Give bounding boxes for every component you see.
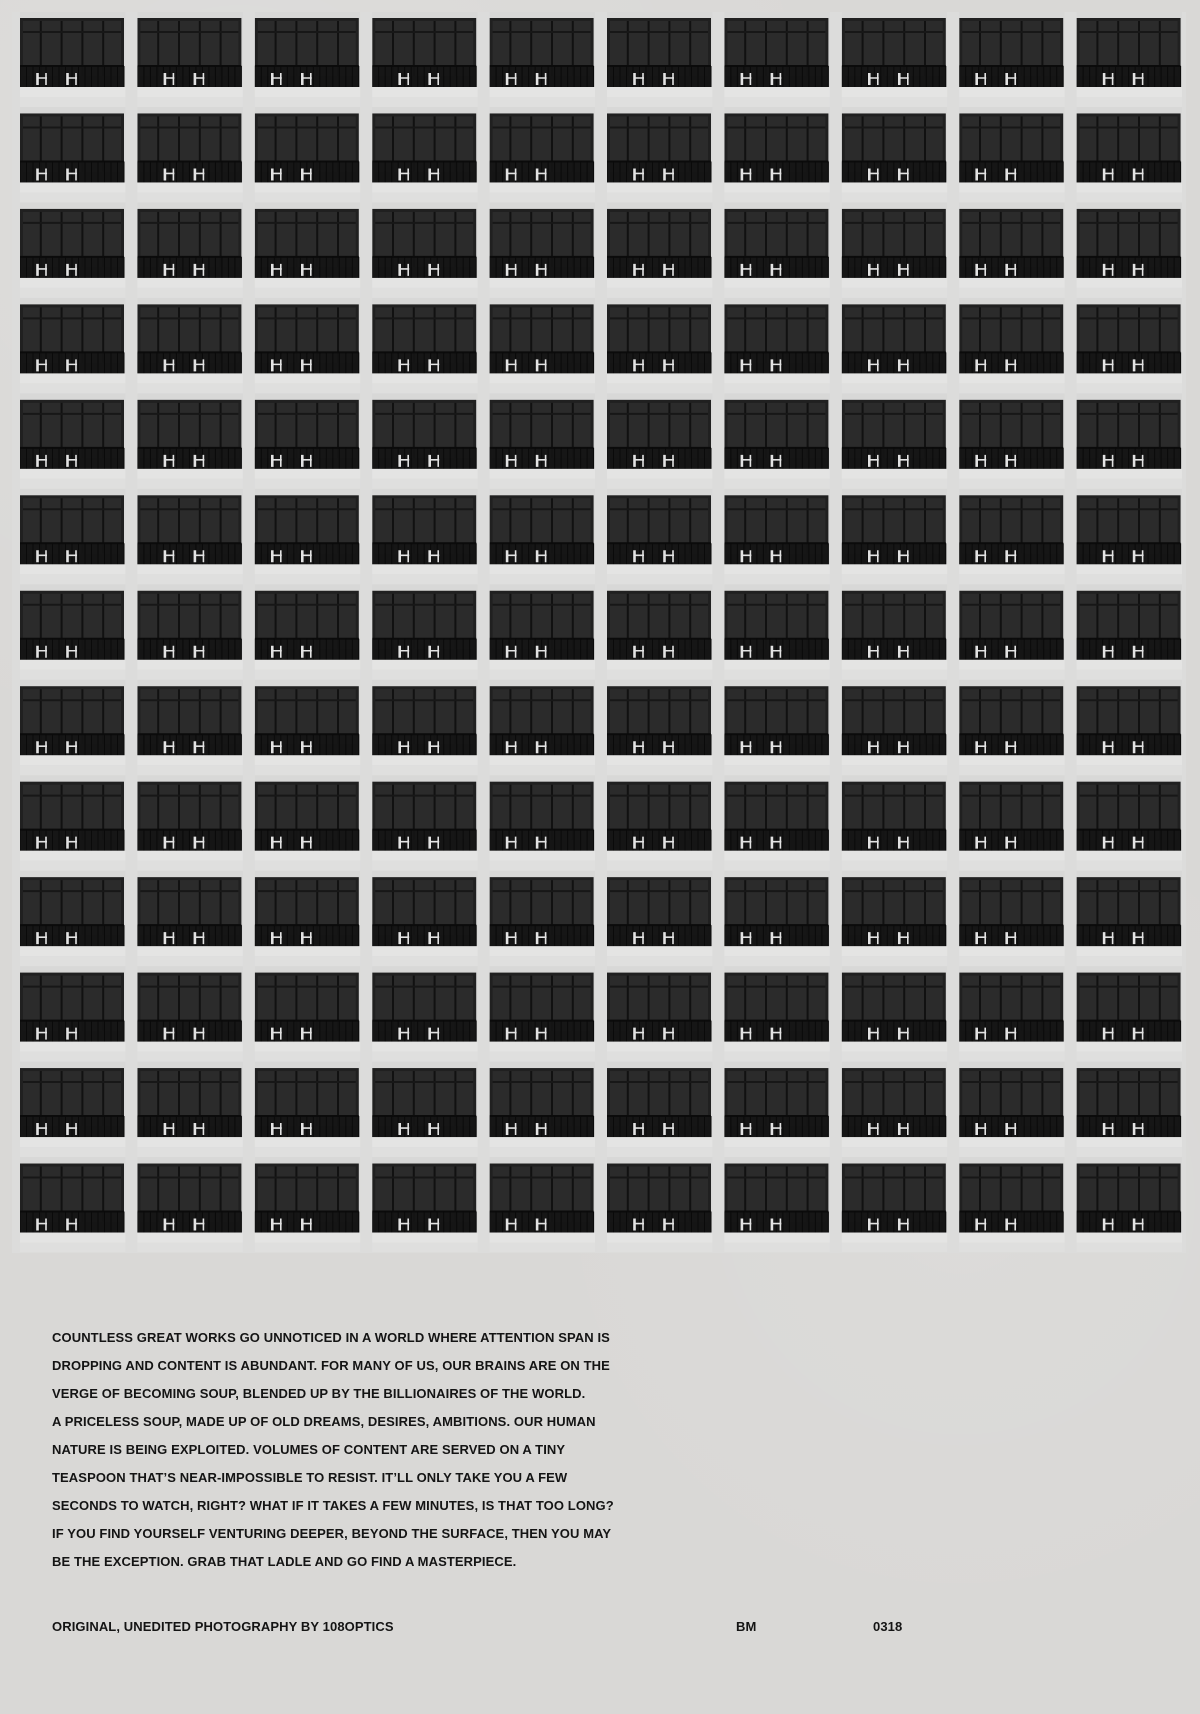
balcony-window-icon (957, 973, 1065, 1052)
balcony-window-icon (840, 686, 948, 765)
balcony-window-icon (605, 304, 713, 383)
balcony-window-icon (488, 686, 596, 765)
balcony-window-icon (18, 686, 126, 765)
balcony-window-icon (605, 782, 713, 861)
balcony-window-icon (370, 113, 478, 192)
balcony-window-icon (370, 495, 478, 574)
balcony-window-icon (253, 113, 361, 192)
balcony-window-icon (1075, 877, 1183, 956)
balcony-window-icon (605, 1164, 713, 1243)
balcony-window-icon (957, 877, 1065, 956)
balcony-window-icon (1075, 973, 1183, 1052)
balcony-window-icon (605, 973, 713, 1052)
balcony-window-icon (957, 304, 1065, 383)
balcony-window-icon (135, 973, 243, 1052)
balcony-window-icon (370, 209, 478, 288)
balcony-window-icon (370, 1068, 478, 1147)
balcony-window-icon (253, 209, 361, 288)
balcony-window-icon (488, 304, 596, 383)
balcony-window-icon (135, 18, 243, 97)
balcony-window-icon (18, 113, 126, 192)
balcony-window-icon (370, 686, 478, 765)
balcony-window-icon (253, 877, 361, 956)
balcony-window-icon (135, 400, 243, 479)
balcony-window-icon (370, 18, 478, 97)
balcony-window-icon (18, 1068, 126, 1147)
balcony-window-icon (957, 591, 1065, 670)
balcony-window-icon (370, 591, 478, 670)
manifesto-line: BE THE EXCEPTION. GRAB THAT LADLE AND GO FIND A MASTERPIECE. (52, 1554, 517, 1569)
balcony-window-icon (488, 782, 596, 861)
balcony-window-icon (605, 495, 713, 574)
balcony-window-icon (488, 591, 596, 670)
manifesto-line: A PRICELESS SOUP, MADE UP OF OLD DREAMS, DESIRES, AMBITIONS. OUR HUMAN (52, 1414, 596, 1429)
balcony-window-icon (840, 591, 948, 670)
balcony-window-icon (253, 304, 361, 383)
balcony-window-icon (370, 1164, 478, 1243)
balcony-window-icon (605, 113, 713, 192)
balcony-window-icon (135, 782, 243, 861)
balcony-window-icon (370, 877, 478, 956)
balcony-window-icon (840, 973, 948, 1052)
balcony-window-icon (253, 1068, 361, 1147)
balcony-window-icon (957, 1068, 1065, 1147)
balcony-window-icon (135, 1068, 243, 1147)
manifesto-text (52, 1324, 652, 1576)
balcony-window-icon (957, 686, 1065, 765)
balcony-window-icon (370, 973, 478, 1052)
balcony-window-icon (488, 1164, 596, 1243)
balcony-window-icon (957, 18, 1065, 97)
balcony-window-icon (605, 18, 713, 97)
balcony-window-icon (840, 18, 948, 97)
balcony-window-icon (840, 782, 948, 861)
balcony-window-icon (722, 113, 830, 192)
initials: BM (736, 1619, 757, 1634)
manifesto-line: TEASPOON THAT’S NEAR-IMPOSSIBLE TO RESIST. IT’LL ONLY TAKE YOU A FEW (52, 1470, 568, 1485)
building-facade-icon (12, 12, 1186, 1253)
balcony-window-icon (840, 304, 948, 383)
balcony-window-icon (488, 973, 596, 1052)
balcony-window-icon (957, 209, 1065, 288)
balcony-window-icon (1075, 209, 1183, 288)
balcony-window-icon (957, 782, 1065, 861)
balcony-window-icon (488, 400, 596, 479)
balcony-window-icon (135, 877, 243, 956)
balcony-window-icon (957, 113, 1065, 192)
balcony-window-icon (605, 1068, 713, 1147)
balcony-window-icon (135, 304, 243, 383)
balcony-window-icon (18, 400, 126, 479)
balcony-window-icon (840, 1164, 948, 1243)
balcony-window-icon (370, 400, 478, 479)
manifesto-line: NATURE IS BEING EXPLOITED. VOLUMES OF CONTENT ARE SERVED ON A TINY (52, 1442, 566, 1457)
balcony-window-icon (253, 973, 361, 1052)
balcony-window-icon (135, 495, 243, 574)
balcony-window-icon (488, 209, 596, 288)
balcony-window-icon (722, 18, 830, 97)
balcony-window-icon (840, 113, 948, 192)
balcony-window-icon (840, 209, 948, 288)
balcony-window-icon (840, 877, 948, 956)
manifesto-line: VERGE OF BECOMING SOUP, BLENDED UP BY THE BILLIONAIRES OF THE WORLD. (52, 1386, 586, 1401)
poster-code: 0318 (873, 1619, 903, 1634)
balcony-window-icon (605, 209, 713, 288)
balcony-window-icon (840, 495, 948, 574)
balcony-window-icon (722, 209, 830, 288)
balcony-window-icon (18, 877, 126, 956)
balcony-window-icon (18, 1164, 126, 1243)
balcony-window-icon (1075, 400, 1183, 479)
balcony-window-icon (840, 400, 948, 479)
balcony-window-icon (135, 591, 243, 670)
balcony-window-icon (488, 18, 596, 97)
balcony-window-icon (957, 495, 1065, 574)
balcony-window-icon (253, 591, 361, 670)
balcony-window-icon (18, 495, 126, 574)
balcony-window-icon (18, 973, 126, 1052)
balcony-window-icon (253, 18, 361, 97)
balcony-window-icon (488, 113, 596, 192)
balcony-window-icon (1075, 18, 1183, 97)
manifesto-line: IF YOU FIND YOURSELF VENTURING DEEPER, BEYOND THE SURFACE, THEN YOU MAY (52, 1526, 612, 1541)
balcony-window-icon (605, 591, 713, 670)
balcony-window-icon (722, 686, 830, 765)
balcony-window-icon (18, 209, 126, 288)
balcony-window-icon (135, 113, 243, 192)
balcony-window-icon (722, 877, 830, 956)
balcony-window-icon (722, 1164, 830, 1243)
balcony-window-icon (488, 877, 596, 956)
photo-credit: ORIGINAL, UNEDITED PHOTOGRAPHY BY 108OPTICS (52, 1619, 394, 1634)
balcony-window-icon (722, 400, 830, 479)
balcony-window-icon (488, 495, 596, 574)
balcony-window-icon (135, 1164, 243, 1243)
balcony-window-icon (605, 400, 713, 479)
balcony-window-icon (722, 973, 830, 1052)
balcony-window-icon (253, 400, 361, 479)
balcony-window-icon (18, 304, 126, 383)
balcony-window-icon (370, 304, 478, 383)
balcony-window-icon (253, 686, 361, 765)
balcony-window-icon (840, 1068, 948, 1147)
balcony-window-icon (488, 1068, 596, 1147)
manifesto-line: COUNTLESS GREAT WORKS GO UNNOTICED IN A WORLD WHERE ATTENTION SPAN IS (52, 1330, 610, 1345)
balcony-window-icon (722, 1068, 830, 1147)
balcony-window-icon (722, 495, 830, 574)
balcony-window-icon (370, 782, 478, 861)
balcony-window-icon (135, 686, 243, 765)
balcony-window-icon (18, 782, 126, 861)
balcony-window-icon (18, 18, 126, 97)
balcony-window-icon (1075, 113, 1183, 192)
balcony-window-icon (18, 591, 126, 670)
balcony-window-icon (253, 782, 361, 861)
manifesto-line: SECONDS TO WATCH, RIGHT? WHAT IF IT TAKES A FEW MINUTES, IS THAT TOO LONG? (52, 1498, 614, 1513)
balcony-window-icon (253, 495, 361, 574)
balcony-window-icon (605, 877, 713, 956)
balcony-window-icon (1075, 495, 1183, 574)
manifesto-line: DROPPING AND CONTENT IS ABUNDANT. FOR MANY OF US, OUR BRAINS ARE ON THE (52, 1358, 610, 1373)
balcony-window-icon (253, 1164, 361, 1243)
balcony-window-icon (1075, 1068, 1183, 1147)
balcony-window-icon (957, 1164, 1065, 1243)
balcony-window-icon (1075, 1164, 1183, 1243)
balcony-window-icon (722, 304, 830, 383)
balcony-window-icon (605, 686, 713, 765)
balcony-window-icon (957, 400, 1065, 479)
balcony-window-icon (1075, 782, 1183, 861)
balcony-window-icon (722, 591, 830, 670)
balcony-window-icon (1075, 591, 1183, 670)
balcony-window-icon (722, 782, 830, 861)
balcony-window-icon (1075, 686, 1183, 765)
balcony-window-icon (1075, 304, 1183, 383)
balcony-window-icon (135, 209, 243, 288)
building-facade-photo (12, 12, 1186, 1253)
